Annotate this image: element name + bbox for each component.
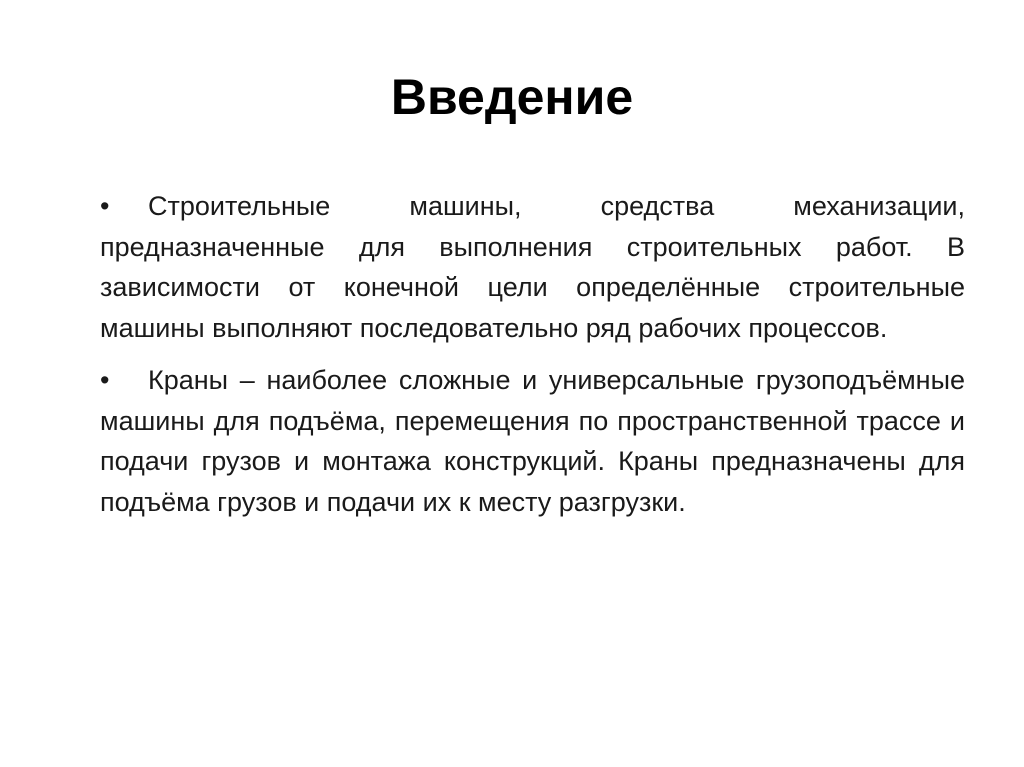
bullet-item-cranes xyxy=(100,360,965,522)
bullet-text: • Строительные машины, средства механизации, предназначенные для выполнения строительных работ. В зависимости от конечной цели определённые строительные машины выполняют последовательно ряд рабочих процессов. xyxy=(100,191,965,343)
bullet-item-construction-machines xyxy=(100,186,965,348)
bullet-text: • Краны – наиболее сложные и универсальные грузоподъёмные машины для подъёма, перемещения по пространственной трассе и подачи грузов и монтажа конструкций. Краны предназначены для подъёма грузов и подачи их к месту разгрузки. xyxy=(100,365,965,517)
bullet-list xyxy=(100,186,965,534)
slide-title: Введение xyxy=(390,69,634,125)
